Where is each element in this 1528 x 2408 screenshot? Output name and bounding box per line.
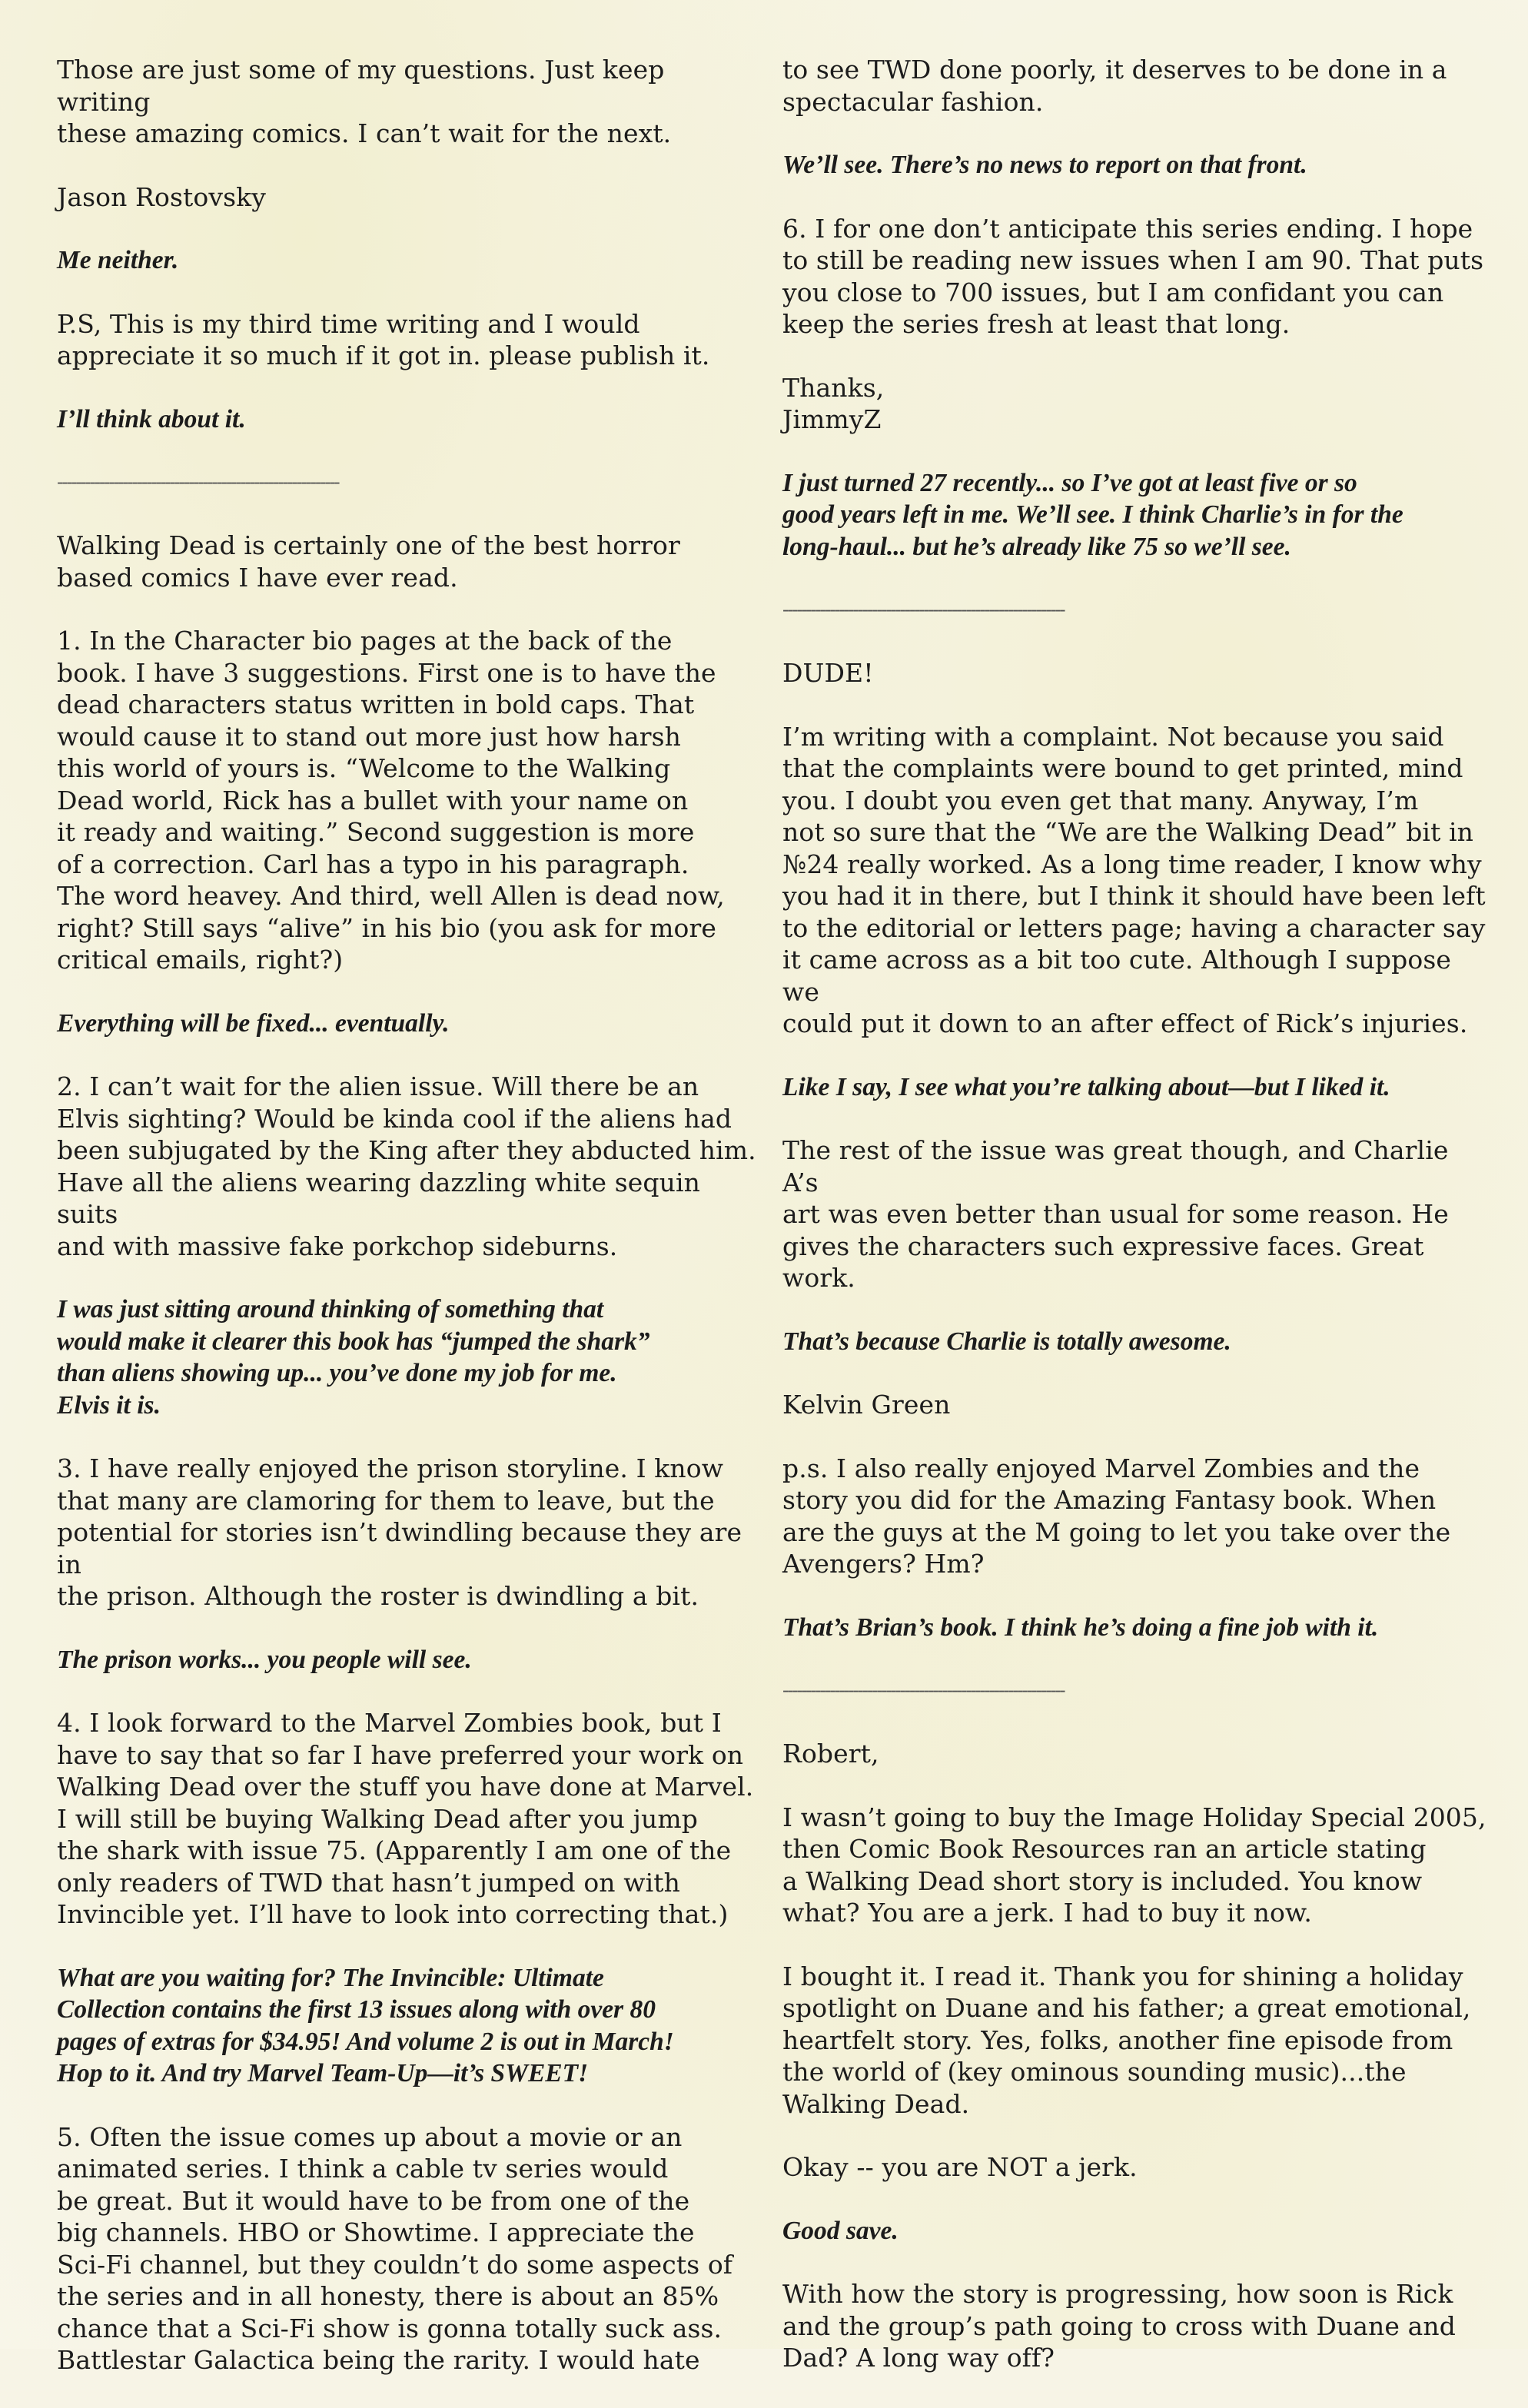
editor-reply: I was just sitting around thinking of something that would make it clearer this book has “jumped the shark” than aliens showing up... you’ve done my job for me. Elvis it is. [57,1295,650,1420]
letter-paragraph: 5. Often the issue comes up about a movie or an animated series. I think a cable tv series would be great. But it would have to be from one of the big channels. HBO or Showtime. I appreciate the Sci-Fi channel, but they couldn’t do some aspects of the series and in all honesty, there is about an 85% chance that a Sci-Fi show is gonna totally suck ass. Battlestar Galactica being the rarity. I would hate [57,2121,733,2375]
letter-paragraph: 2. I can’t wait for the alien issue. Will there be an Elvis sighting? Would be kinda cool if the aliens had been subjugated by the King after they abducted him. Have all the aliens wearing dazzling white sequin suits and with massive fake porkchop sideburns. [57,1071,756,1261]
letter-paragraph: Those are just some of my questions. Just keep writing these amazing comics. I can’t wait for the next. [57,55,672,148]
letter-paragraph: With how the story is progressing, how soon is Rick and the group’s path going to cross with Duane and Dad? A long way off? [782,2279,1456,2373]
editor-reply: That’s Brian’s book. I think he’s doing a fine job with it. [782,1613,1379,1642]
letter-paragraph: p.s. I also really enjoyed Marvel Zombies and the story you did for the Amazing Fantasy book. When are the guys at the M going to let you take over the Avengers? Hm? [782,1453,1451,1579]
editor-reply: Me neither. [57,246,179,274]
right-column [782,54,1490,2406]
letter-paragraph: Kelvin Green [782,1390,951,1420]
letter-paragraph: Thanks, JimmyZ [782,372,885,434]
editor-reply: That’s because Charlie is totally awesome. [782,1327,1231,1356]
editor-reply: Everything will be fixed... eventually. [57,1008,450,1038]
section-divider: ------------------------------------------------------------ [782,1679,1065,1701]
editor-reply: The prison works... you people will see. [57,1645,472,1674]
editor-reply: Like I say, I see what you’re talking about—but I liked it. [782,1072,1390,1101]
letter-paragraph: Robert, [782,1739,879,1769]
letter-paragraph: 1. In the Character bio pages at the back of the book. I have 3 suggestions. First one is to have the dead characters status written in bold caps. That would cause it to stand out more just how harsh this world of yours is. “Welcome to the Walking Dead world, Rick has a bullet with your name on it ready and waiting.” Second suggestion is more of a correction. Carl has a typo in his paragraph. The word heavey. And third, well Allen is dead now, right? Still says “alive” in his bio (you ask for more critical emails, right?) [57,626,725,975]
left-column [57,54,764,2408]
letter-paragraph: DUDE! [782,658,874,688]
letter-paragraph: Jason Rostovsky [57,181,266,212]
letter-paragraph: I’m writing with a complaint. Not because you said that the complaints were bound to get printed, mind you. I doubt you even get that many. Anyway, I’m not so sure that the “We are the Walking Dead” bit in №24 really worked. As a long time reader, I know why you had it in there, but I think it should have been left to the editorial or letters page; having a character say it came across as a bit too cute. Although I suppose we could put it down to an after effect of Rick’s injuries. [782,721,1486,1038]
letter-paragraph: 6. I for one don’t anticipate this series ending. I hope to still be reading new issues when I am 90. That puts you close to 700 issues, but I am confidant you can keep the series fresh at least that long. [782,213,1484,339]
editor-reply: What are you waiting for? The Invincible: Ultimate Collection contains the first 13 issues along with over 80 pages of extras for $34.95! And volume 2 is out in March! Hop to it. And try Marvel Team-Up—it’s SWEET! [57,1963,674,2087]
section-divider: ------------------------------------------------------------ [782,599,1065,620]
letter-paragraph: I bought it. I read it. Thank you for shining a holiday spotlight on Duane and his father; a great emotional, heartfelt story. Yes, folks, another fine episode from the world of (key ominous sounding music)...the Walking Dead. [782,1961,1471,2119]
letter-paragraph: The rest of the issue was great though, and Charlie A’s art was even better than usual for some reason. He gives the characters such expressive faces. Great work. [782,1135,1449,1293]
letter-paragraph: P.S, This is my third time writing and I would appreciate it so much if it got in. please publish it. [57,308,710,370]
section-divider: ------------------------------------------------------------ [57,471,339,493]
letter-paragraph: Walking Dead is certainly one of the best horror based comics I have ever read. [57,530,680,593]
letter-paragraph: 3. I have really enjoyed the prison storyline. I know that many are clamoring for them to leave, but the potential for stories isn’t dwindling because they are in the prison. Although the roster is dwindling a bit. [57,1453,742,1611]
letter-paragraph: Okay -- you are NOT a jerk. [782,2152,1138,2182]
editor-reply: I’ll think about it. [57,404,246,433]
letter-paragraph: I wasn’t going to buy the Image Holiday Special 2005, then Comic Book Resources ran an article stating a Walking Dead short story is included. You know what? You are a jerk. I had to buy it now. [782,1802,1486,1928]
editor-reply: I just turned 27 recently... so I’ve got at least five or so good years left in me. We’ll see. I think Charlie’s in for the long-haul... but he’s already like 75 so we’ll see. [782,468,1403,561]
letter-paragraph: to see TWD done poorly, it deserves to be done in a spectacular fashion. [782,55,1447,117]
letter-paragraph: 4. I look forward to the Marvel Zombies book, but I have to say that so far I have preferred your work on Walking Dead over the stuff you have done at Marvel. I will still be buying Walking Dead after you jump the shark with issue 75. (Apparently I am one of the only readers of TWD that hasn’t jumped on with Invincible yet. I’ll have to look into correcting that.) [57,1708,754,1929]
editor-reply: We’ll see. There’s no news to report on that front. [782,151,1307,179]
editor-reply: Good save. [782,2216,899,2245]
